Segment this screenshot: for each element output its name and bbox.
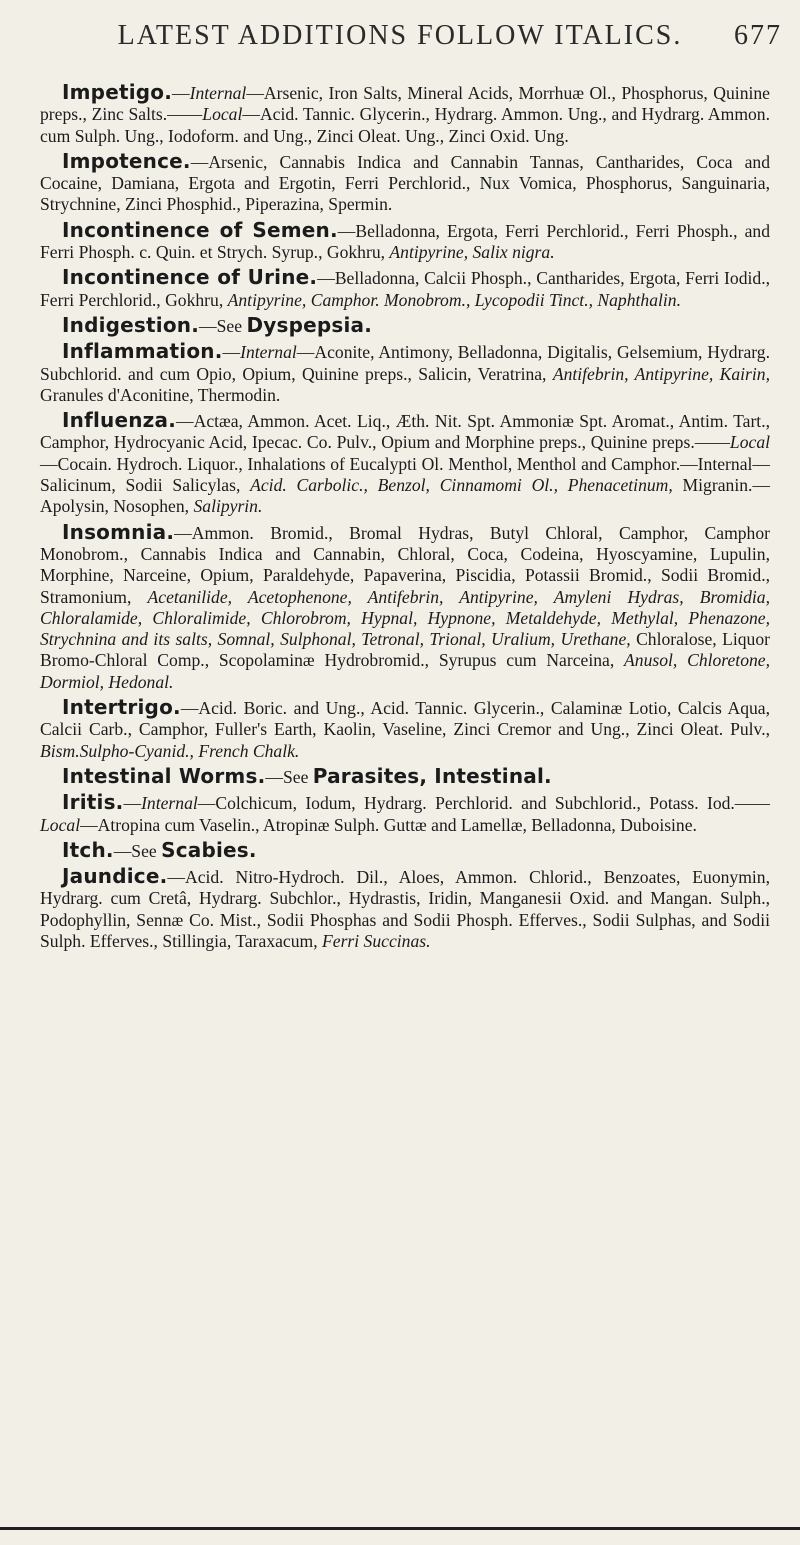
index-entry	[40, 697, 770, 762]
bottom-rule	[0, 1527, 800, 1530]
italic-text: Bism.Sulpho-Cyanid., French Chalk.	[40, 740, 300, 761]
italic-text: Internal	[189, 83, 247, 103]
entry-heading: Influenza.	[62, 408, 177, 433]
entry-heading: Itch.	[62, 837, 114, 862]
entry-text: —Arsenic, Cannabis Indica and Cannabin Tannas, Cantharides, Coca and Cocaine, Damiana, Ergota and Ergotin, Ferri Perchlorid., Nux Vomica, Phosphorus, Sanguinaria, Strychnine, Zinci Phosphid., Piperazina, Spermin.	[40, 151, 770, 215]
entry-text: —Aconite, Antimony, Belladonna, Digitalis, Gelsemium, Hydrarg. Subchlorid. and cum Opio, Opium, Quinine preps., Salicin, Veratrina,	[40, 342, 770, 384]
index-entry	[40, 312, 770, 337]
entry-heading: Incontinence of Urine.	[62, 265, 318, 290]
cross-reference: Dyspepsia.	[246, 312, 373, 337]
italic-text: Antifebrin, Antipyrine, Kairin,	[552, 363, 770, 384]
index-entry	[40, 410, 770, 517]
entry-text: —See	[113, 840, 162, 861]
entry-text: —Actæa, Ammon. Acet. Liq., Æth. Nit. Spt. Ammoniæ Spt. Aromat., Antim. Tart., Camphor, Hydrocyanic Acid, Ipecac. Co. Pulv., Opium and Morphine preps., Quinine preps.——	[40, 411, 770, 453]
entry-text: —Atropina cum Vaselin., Atropinæ Sulph. Guttæ and Lamellæ, Belladonna, Duboisine.	[80, 814, 697, 835]
index-entry	[40, 148, 770, 216]
entry-heading: Impotence.	[62, 148, 191, 173]
italic-text: Salipyrin.	[193, 496, 263, 517]
entry-heading: Intertrigo.	[62, 695, 181, 720]
italic-text: Antipyrine, Salix nigra.	[389, 242, 555, 263]
entry-heading: Iritis.	[62, 790, 124, 815]
entry-heading: Jaundice.	[62, 864, 168, 889]
entry-text: —See	[199, 315, 247, 336]
entry-heading: Impetigo.	[62, 80, 173, 104]
italic-text: Local	[40, 814, 81, 835]
entry-heading: Inflammation.	[62, 339, 223, 364]
entry-text: —Colchicum, Iodum, Hydrarg. Perchlorid. and Subchlorid., Potass. Iod.——	[197, 793, 770, 814]
italic-text: Local	[202, 104, 243, 125]
entry-text: —Cocain. Hydroch. Liquor., Inhalations of Eucalypti Ol. Menthol, Menthol and Camphor.—Internal— Salicinum, Sodii Salicylas,	[40, 453, 770, 496]
page-number: 677	[734, 20, 782, 51]
italic-text: Internal	[240, 342, 297, 363]
entry-text: Chloralose, Liquor Bromo-Chloral Comp., Scopolaminæ Hydrobromid., Syrupus cum Narceina,	[40, 629, 770, 671]
index-entry	[40, 837, 770, 862]
index-entry	[40, 341, 770, 406]
entry-text: —	[123, 793, 142, 814]
header-title: LATEST ADDITIONS FOLLOW ITALICS.	[117, 20, 683, 51]
running-header	[0, 20, 800, 52]
entry-text: —See	[265, 766, 313, 787]
entry-text: —	[222, 342, 241, 363]
index-entry	[40, 866, 770, 952]
entry-text: Migranin.—Apolysin, Nosophen,	[40, 475, 771, 517]
index-entry	[40, 267, 770, 311]
index-entry	[40, 763, 770, 788]
entry-text: —Belladonna, Ergota, Ferri Perchlorid., Ferri Phosph., and Ferri Phosph. c. Quin. et Strych. Syrup., Gokhru,	[40, 220, 770, 263]
italic-text: Ferri Succinas.	[322, 930, 431, 951]
entry-text: —Belladonna, Calcii Phosph., Cantharides, Ergota, Ferri Iodid., Ferri Perchlorid., Gokhru,	[40, 268, 770, 310]
entry-text: —Arsenic, Iron Salts, Mineral Acids, Morrhuæ Ol., Phosphorus, Quinine preps., Zinc Salts.——	[40, 83, 770, 125]
index-entries	[40, 82, 770, 956]
italic-text: Acid. Carbolic., Benzol, Cinnamomi Ol., Phenacetinum,	[250, 475, 673, 496]
entry-text: —Acid. Boric. and Ung., Acid. Tannic. Glycerin., Calaminæ Lotio, Calcis Aqua, Calcii Carb., Camphor, Fuller's Earth, Kaolin, Vaseline, Zinci Cremor and Ung., Zinci Oleat. Pulv.,	[40, 698, 770, 740]
italic-text: Internal	[141, 793, 198, 814]
index-entry	[40, 792, 770, 836]
cross-reference: Parasites, Intestinal.	[312, 763, 552, 788]
entry-text: —Ammon. Bromid., Bromal Hydras, Butyl Chloral, Camphor, Camphor Monobrom., Cannabis Indica and Cannabin, Chloral, Coca, Codeina, Hyoscyamine, Lupulin, Morphine, Narceine, Opium, Paraldehyde, Papaverina, Piscidia, Potassii Bromid., Sodii Bromid., Stramonium,	[40, 522, 770, 607]
entry-text: Granules d'Aconitine, Thermodin.	[40, 384, 281, 405]
entry-heading: Intestinal Worms.	[62, 763, 266, 788]
index-entry	[40, 217, 770, 264]
entry-text: —Acid. Tannic. Glycerin., Hydrarg. Ammon. Ung., and Hydrarg. Ammon. cum Sulph. Ung., Iodoform. and Ung., Zinci Oleat. Ung., Zinci Oxid. Ung.	[40, 104, 770, 146]
entry-text: —	[172, 83, 190, 103]
index-entry	[40, 82, 770, 147]
index-entry	[40, 519, 770, 693]
italic-text: Anusol, Chloretone, Dormiol, Hedonal.	[40, 650, 770, 692]
entry-heading: Indigestion.	[62, 312, 200, 337]
cross-reference: Scabies.	[161, 837, 257, 862]
italic-text: Acetanilide, Acetophenone, Antifebrin, Antipyrine, Amyleni Hydras, Bromidia, Chloralamide, Chloralimide, Chlorobrom, Hypnal, Hypnone, Metaldehyde, Methylal, Phenazone, Strychnina and its salts, Somnal, Sulphonal, Tetronal, Trional, Uralium, Urethane,	[40, 586, 770, 650]
italic-text: Local	[729, 432, 770, 453]
italic-text: Antipyrine, Camphor. Monobrom., Lycopodii Tinct., Naphthalin.	[227, 289, 681, 310]
entry-heading: Insomnia.	[62, 519, 175, 544]
entry-heading: Incontinence of Semen.	[62, 217, 338, 242]
entry-text: —Acid. Nitro-Hydroch. Dil., Aloes, Ammon. Chlorid., Benzoates, Euonymin, Hydrarg. cum Cretâ, Hydrarg. Subchlor., Hydrastis, Iridin, Manganesii Oxid. and Mangan. Sulph., Podophyllin, Sennæ Co. Mist., Sodii Phosphas and Sodii Phosph. Efferves., Sodii Sulphas, and Sodii Sulph. Efferves., Stillingia, Taraxacum,	[40, 867, 770, 951]
